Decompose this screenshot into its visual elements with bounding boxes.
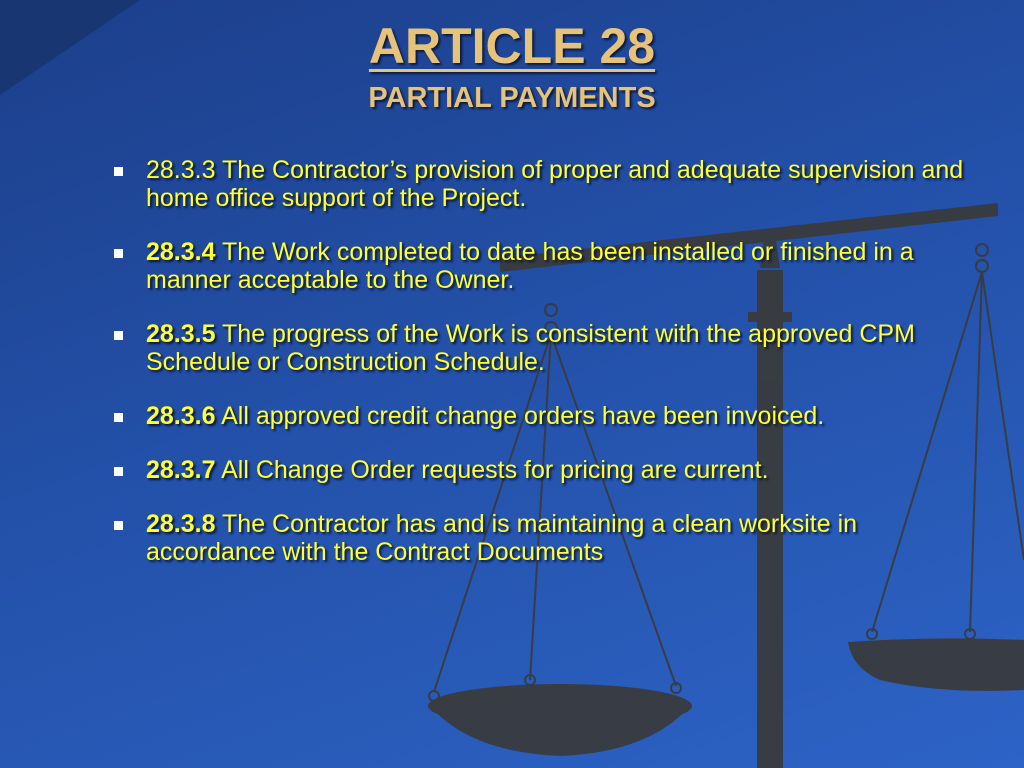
bullet-square-icon [114, 521, 123, 530]
item-text: The progress of the Work is consistent with the approved CPM Schedule or Construction Schedule. [146, 320, 915, 376]
list-item [112, 156, 972, 212]
bullet-square-icon [114, 467, 123, 476]
item-number: 28.3.3 [146, 156, 216, 184]
item-number: 28.3.4 [146, 238, 216, 266]
item-text: The Work completed to date has been installed or finished in a manner acceptable to the Owner. [146, 238, 914, 294]
bullet-list [112, 156, 972, 592]
item-text: The Contractor has and is maintaining a clean worksite in accordance with the Contract Documents [146, 510, 858, 566]
page-title: ARTICLE 28 [368, 18, 656, 74]
page-subtitle: PARTIAL PAYMENTS [368, 82, 656, 114]
item-number: 28.3.7 [146, 456, 216, 484]
bullet-square-icon [114, 331, 123, 340]
item-number: 28.3.5 [146, 320, 216, 348]
list-item [112, 238, 972, 294]
item-text: The Contractor’s provision of proper and adequate supervision and home office support of the Project. [146, 156, 964, 212]
item-text: All Change Order requests for pricing are current. [221, 456, 769, 484]
bullet-square-icon [114, 167, 123, 176]
list-item [112, 510, 972, 566]
item-number: 28.3.8 [146, 510, 216, 538]
bullet-square-icon [114, 413, 123, 422]
bullet-square-icon [114, 249, 123, 258]
list-item [112, 320, 972, 376]
list-item [112, 456, 972, 484]
list-item [112, 402, 972, 430]
item-number: 28.3.6 [146, 402, 216, 430]
item-text: All approved credit change orders have been invoiced. [221, 402, 825, 430]
